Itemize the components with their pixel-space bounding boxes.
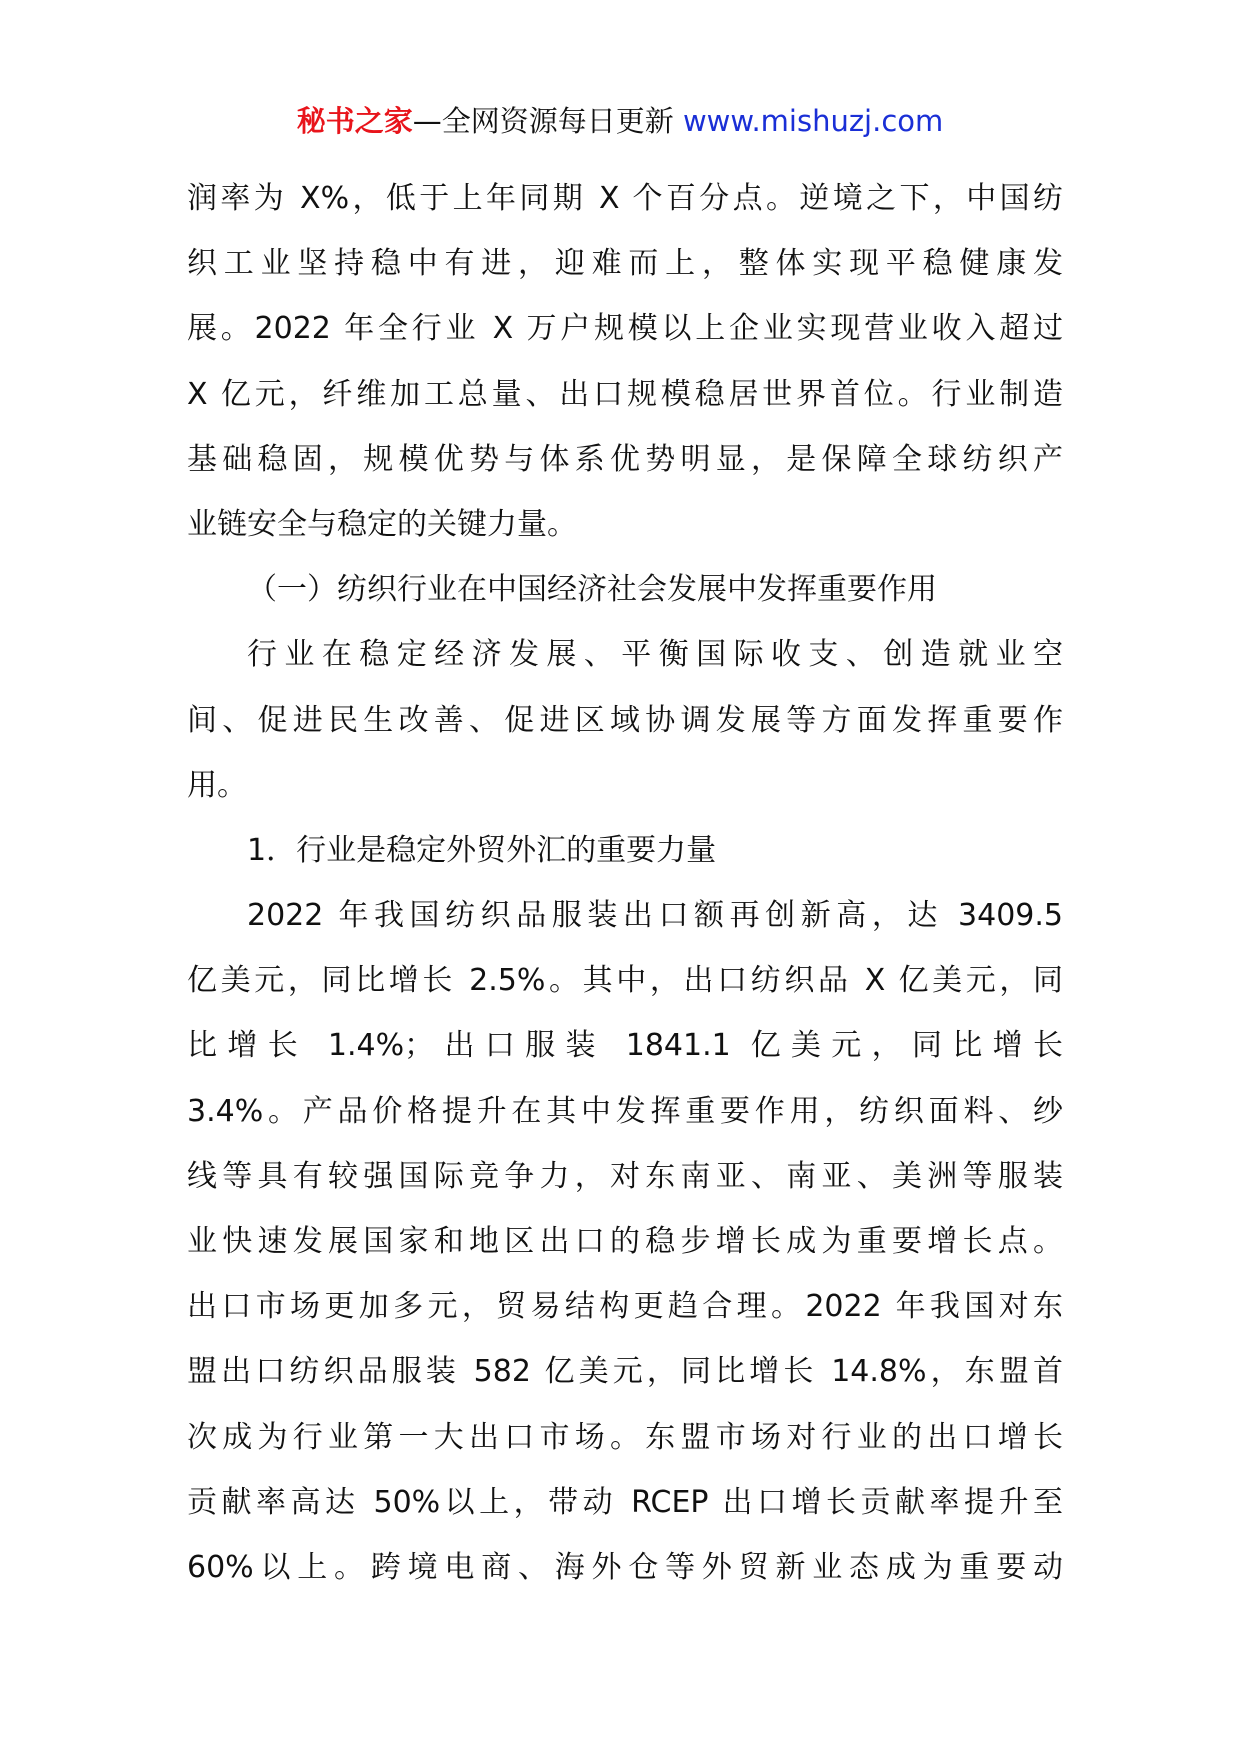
body-line: 业快速发展国家和地区出口的稳步增长成为重要增长点。 — [187, 1224, 1063, 1259]
body-line: 次成为行业第一大出口市场。东盟市场对行业的出口增长 — [187, 1419, 1063, 1455]
subsection-heading: 1．行业是稳定外贸外汇的重要力量 — [247, 832, 717, 868]
header-tagline: —全网资源每日更新 — [412, 104, 674, 138]
body-line: 比增长 1.4%；出口服装 1841.1 亿美元，同比增长 — [187, 1028, 1063, 1064]
page-header — [0, 101, 1240, 141]
body-line: 3.4%。产品价格提升在其中发挥重要作用，纺织面料、纱 — [187, 1093, 1063, 1129]
body-line: X 亿元，纤维加工总量、出口规模稳居世界首位。行业制造 — [187, 376, 1063, 412]
body-line: 盟出口纺织品服装 582 亿美元，同比增长 14.8%，东盟首 — [187, 1354, 1063, 1390]
body-line: 业链安全与稳定的关键力量。 — [187, 506, 577, 542]
body-line: 60%以上。跨境电商、海外仓等外贸新业态成为重要动 — [187, 1549, 1063, 1585]
body-line: 用。 — [187, 767, 247, 803]
body-line: 展。2022 年全行业 X 万户规模以上企业实现营业收入超过 — [187, 311, 1063, 347]
body-line: 织工业坚持稳中有进，迎难而上，整体实现平稳健康发 — [187, 246, 1063, 282]
body-line: 行业在稳定经济发展、平衡国际收支、创造就业空 — [247, 637, 1063, 673]
document-body — [187, 166, 1063, 1600]
body-line: 亿美元，同比增长 2.5%。其中，出口纺织品 X 亿美元，同 — [187, 963, 1063, 999]
body-line: 2022 年我国纺织品服装出口额再创新高，达 3409.5 — [247, 898, 1063, 934]
body-line: 基础稳固，规模优势与体系优势明显，是保障全球纺织产 — [187, 441, 1063, 477]
header-brand: 秘书之家 — [296, 104, 413, 138]
body-line: 间、促进民生改善、促进区域协调发展等方面发挥重要作 — [187, 702, 1063, 738]
body-line: 出口市场更加多元，贸易结构更趋合理。2022 年我国对东 — [187, 1289, 1063, 1325]
section-heading: （一）纺织行业在中国经济社会发展中发挥重要作用 — [247, 572, 937, 608]
body-line: 线等具有较强国际竞争力，对东南亚、南亚、美洲等服装 — [187, 1158, 1063, 1194]
body-line: 润率为 X%，低于上年同期 X 个百分点。逆境之下，中国纺 — [187, 181, 1063, 216]
header-url-link[interactable]: www.mishuzj.com — [682, 104, 944, 138]
body-line: 贡献率高达 50%以上，带动 RCEP 出口增长贡献率提升至 — [187, 1484, 1063, 1520]
